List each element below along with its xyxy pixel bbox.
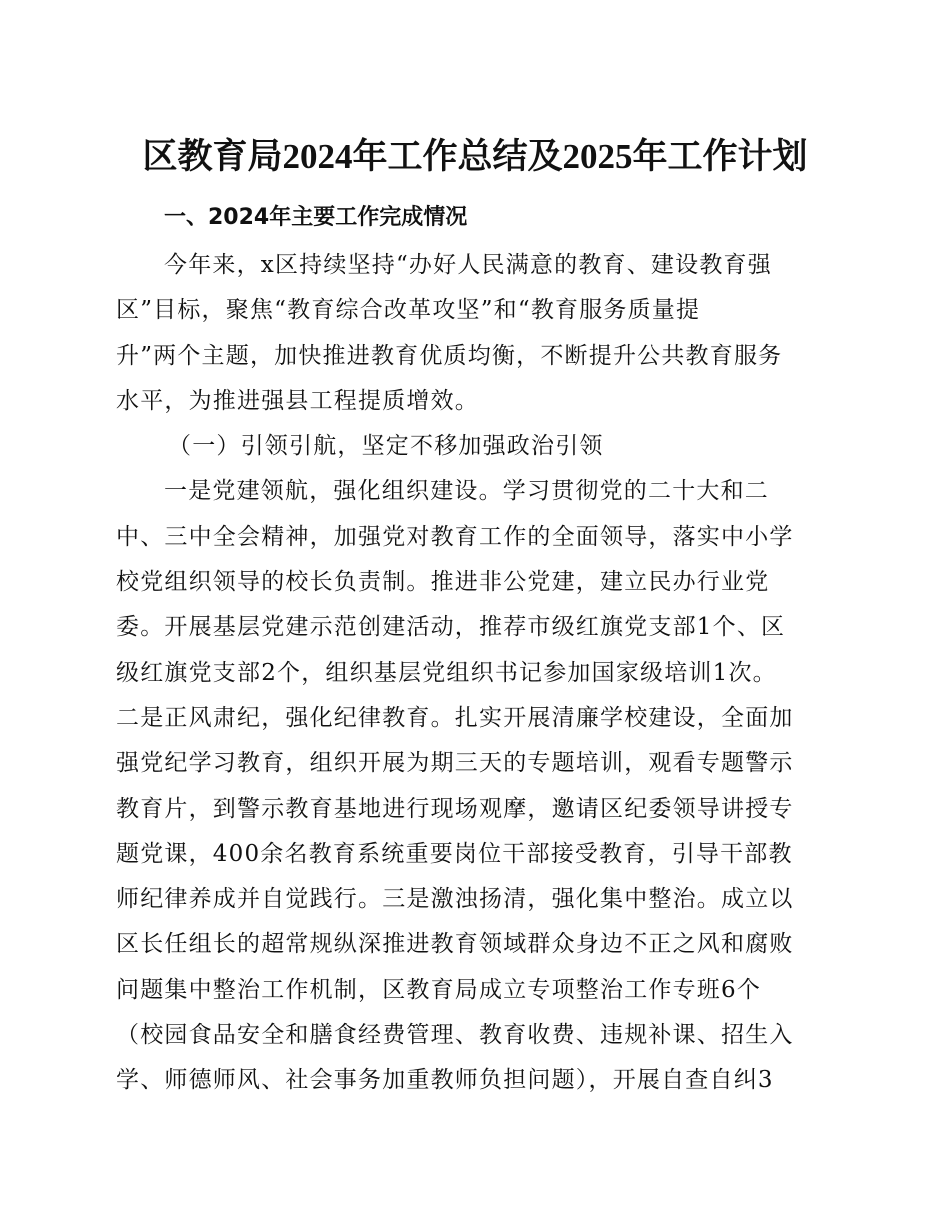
text-line: 区”目标，聚焦“教育综合改革攻坚”和“教育服务质量提 — [116, 297, 701, 324]
text-line: 区长任组长的超常规纵深推进教育领域群众身边不正之风和腐败 — [116, 931, 794, 958]
text-line: 水平，为推进强县工程提质增效。 — [116, 387, 479, 414]
subsection-heading: （一）引领引航，坚定不移加强政治引领 — [168, 433, 604, 460]
text-line: 级红旗党支部2个，组织基层党组织书记参加国家级培训1次。 — [116, 659, 777, 686]
text-line: 师纪律养成并自觉践行。三是激浊扬清，强化集中整治。成立以 — [116, 886, 794, 913]
text-line: 教育片，到警示教育基地进行现场观摩，邀请区纪委领导讲授专 — [116, 795, 794, 822]
text-line: 一是党建领航，强化组织建设。学习贯彻党的二十大和二 — [164, 478, 769, 505]
text-line: 二是正风肃纪，强化纪律教育。扎实开展清廉学校建设，全面加 — [116, 704, 794, 731]
text-line: 升”两个主题，加快推进教育优质均衡，不断提升公共教育服务 — [116, 342, 783, 369]
text-line: 委。开展基层党建示范创建活动，推荐市级红旗党支部1个、区 — [116, 614, 786, 641]
text-line: 强党纪学习教育，组织开展为期三天的专题培训，观看专题警示 — [116, 750, 794, 777]
document-title: 区教育局2024年工作总结及2025年工作计划 — [142, 137, 808, 176]
text-line: 问题集中整治工作机制，区教育局成立专项整治工作专班6个 — [116, 976, 762, 1003]
text-line: 校党组织领导的校长负责制。推进非公党建，建立民办行业党 — [116, 569, 770, 596]
body-text — [116, 243, 834, 1104]
text-line: 今年来，x区持续坚持“办好人民满意的教育、建设教育强 — [164, 252, 772, 278]
text-line: 中、三中全会精神，加强党对教育工作的全面领导，落实中小学 — [116, 523, 794, 550]
text-line: 学、师德师风、社会事务加重教师负担问题），开展自查自纠3 — [116, 1067, 774, 1094]
text-line: （校园食品安全和膳食经费管理、教育收费、违规补课、招生入 — [116, 1022, 794, 1049]
text-line: 题党课，400余名教育系统重要岗位干部接受教育，引导干部教 — [116, 840, 793, 867]
section-heading-1: 一、2024年主要工作完成情况 — [164, 205, 468, 230]
